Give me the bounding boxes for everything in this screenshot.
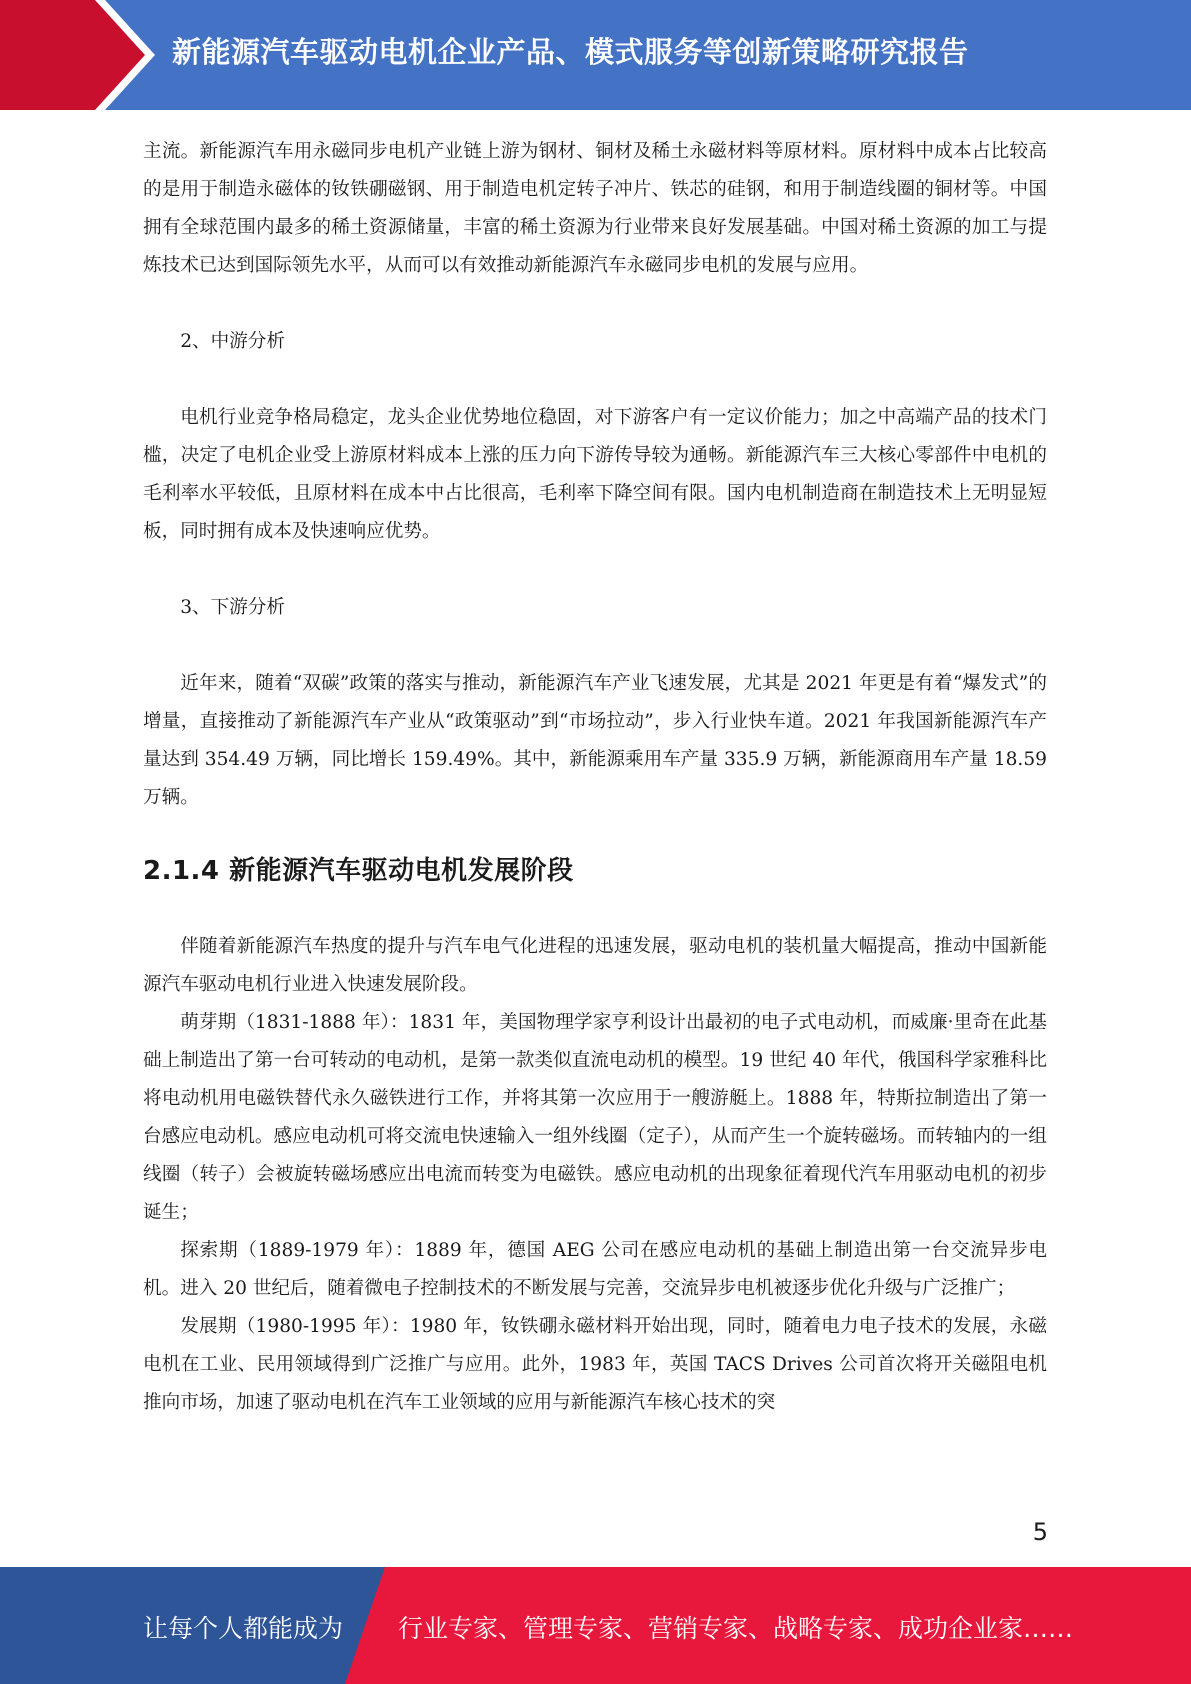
footer-slogan-left: 让每个人都能成为 [143, 1614, 344, 1643]
page-footer [0, 1567, 1191, 1684]
subheading-midstream: 2、中游分析 [180, 331, 285, 352]
page-number: 5 [1032, 1518, 1048, 1546]
subheading-downstream: 3、下游分析 [180, 597, 285, 618]
page-header [0, 0, 1191, 110]
paragraph-upstream: 主流。新能源汽车用永磁同步电机产业链上游为钢材、铜材及稀土永磁材料等原材料。原材料中成本占比较高的是用于制造永磁体的钕铁硼磁钢、用于制造电机定转子冲片、铁芯的硅钢，和用于制造线圈的铜材等。中国拥有全球范围内最多的稀土资源储量，丰富的稀土资源为行业带来良好发展基础。中国对稀土资源的加工与提炼技术已达到国际领先水平，从而可以有效推动新能源汽车永磁同步电机的发展与应用。 [143, 141, 1047, 276]
section-heading: 2.1.4 新能源汽车驱动电机发展阶段 [143, 856, 574, 886]
header-red-arrow [0, 0, 150, 110]
document-body [143, 133, 1047, 1422]
paragraph-germination-stage: 萌芽期（1831-1888 年）：1831 年，美国物理学家亨利设计出最初的电子式电动机，而威廉·里奇在此基础上制造出了第一台可转动的电动机，是第一款类似直流电动机的模型。19 世纪 40 年代，俄国科学家雅科比将电动机用电磁铁替代永久磁铁进行工作，并将其第一次应用于一艘游艇上。1888 年，特斯拉制造出了第一台感应电动机。感应电动机可将交流电快速输入一组外线圈（定子），从而产生一个旋转磁场。而转轴内的一组线圈（转子）会被旋转磁场感应出电流而转变为电磁铁。感应电动机的出现象征着现代汽车用驱动电机的初步诞生； [143, 1012, 1047, 1223]
paragraph-downstream: 近年来，随着“双碳”政策的落实与推动，新能源汽车产业飞速发展，尤其是 2021 年更是有着“爆发式”的增量，直接推动了新能源汽车产业从“政策驱动”到“市场拉动”，步入行业快车道。2021 年我国新能源汽车产量达到 354.49 万辆，同比增长 159.49%。其中，新能源乘用车产量 335.9 万辆，新能源商用车产量 18.59 万辆。 [143, 673, 1047, 808]
paragraph-development-stage: 发展期（1980-1995 年）：1980 年，钕铁硼永磁材料开始出现，同时，随着电力电子技术的发展，永磁电机在工业、民用领域得到广泛推广与应用。此外，1983 年，英国 TACS Drives 公司首次将开关磁阻电机推向市场，加速了驱动电机在汽车工业领域的应用与新能源汽车核心技术的突 [143, 1316, 1047, 1413]
footer-slogan-right: 行业专家、管理专家、营销专家、战略专家、成功企业家…… [398, 1614, 1074, 1643]
report-title: 新能源汽车驱动电机企业产品、模式服务等创新策略研究报告 [172, 35, 969, 69]
paragraph-midstream: 电机行业竞争格局稳定，龙头企业优势地位稳固，对下游客户有一定议价能力；加之中高端产品的技术门槛，决定了电机企业受上游原材料成本上涨的压力向下游传导较为通畅。新能源汽车三大核心零部件中电机的毛利率水平较低，且原材料在成本中占比很高，毛利率下降空间有限。国内电机制造商在制造技术上无明显短板，同时拥有成本及快速响应优势。 [143, 407, 1047, 542]
paragraph-intro: 伴随着新能源汽车热度的提升与汽车电气化进程的迅速发展，驱动电机的装机量大幅提高，推动中国新能源汽车驱动电机行业进入快速发展阶段。 [143, 936, 1047, 995]
paragraph-exploration-stage: 探索期（1889-1979 年）：1889 年，德国 AEG 公司在感应电动机的基础上制造出第一台交流异步电机。进入 20 世纪后，随着微电子控制技术的不断发展与完善，交流异步电机被逐步优化升级与广泛推广； [143, 1240, 1047, 1299]
